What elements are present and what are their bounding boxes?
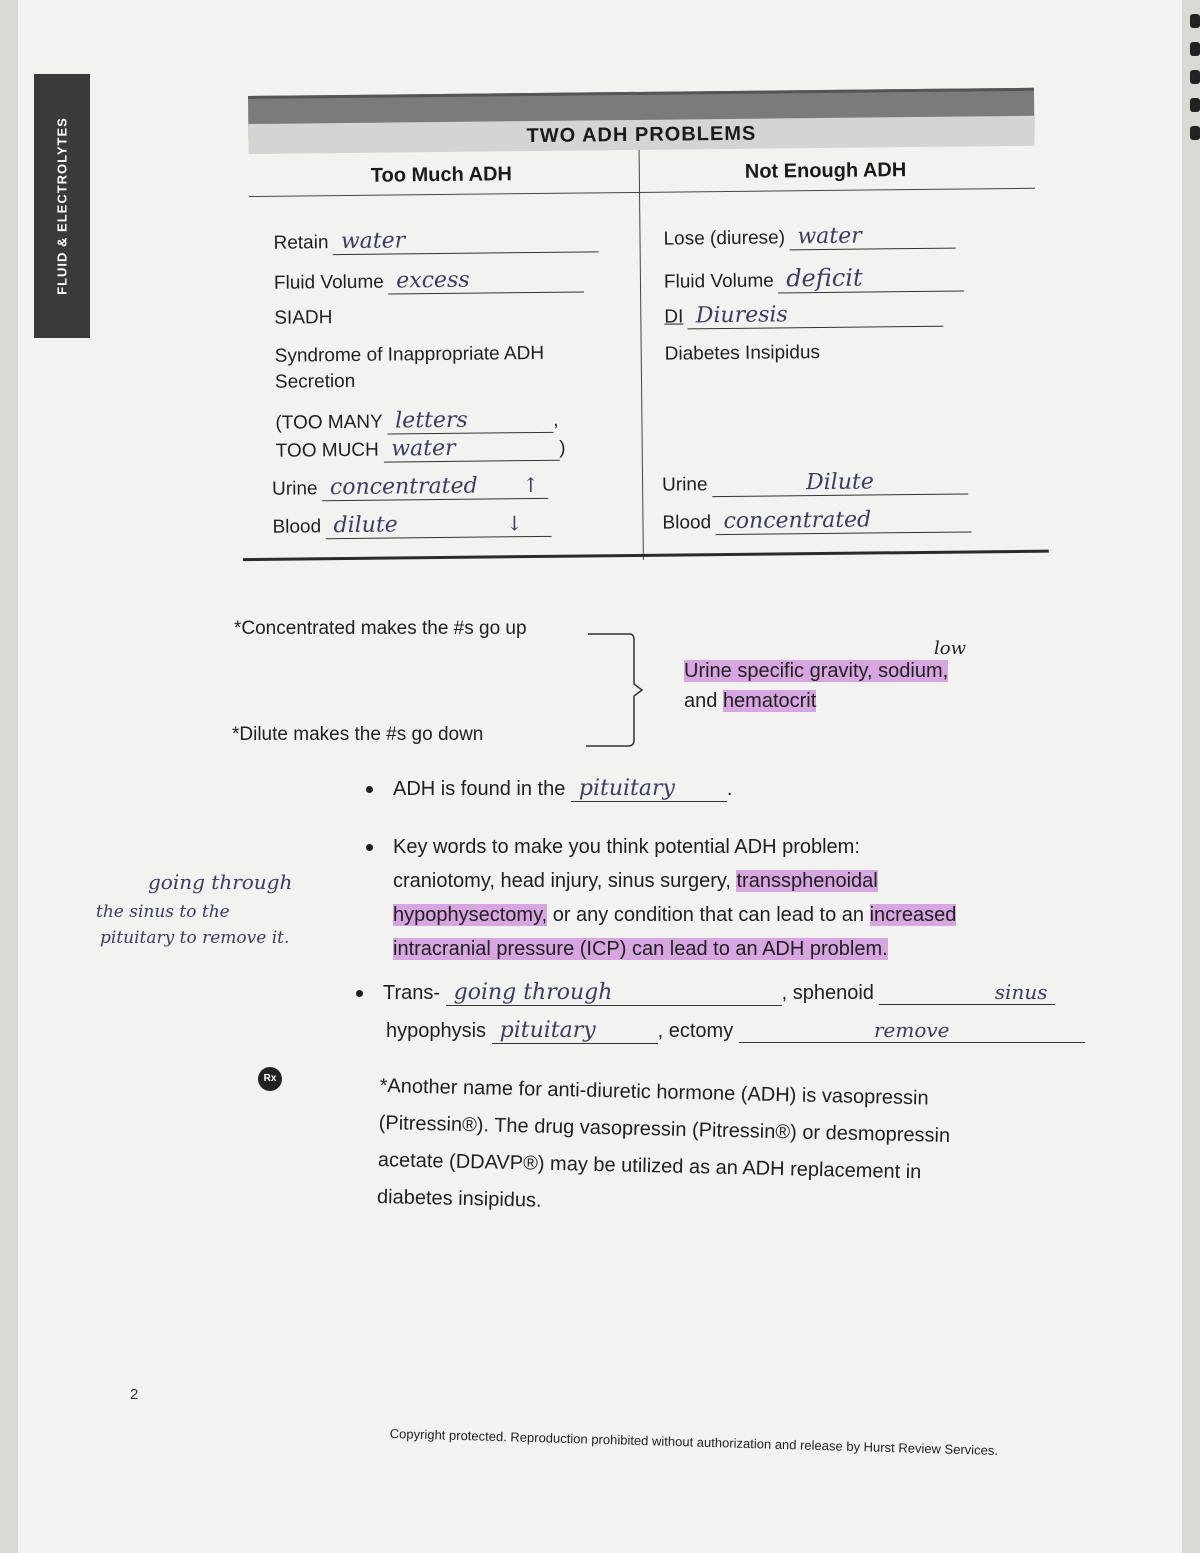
close-paren: ) (559, 437, 566, 459)
too-many-value: letters (387, 407, 553, 435)
page-number: 2 (130, 1386, 139, 1403)
too-many-row (275, 407, 558, 436)
key-words-line2: craniotomy, head injury, sinus surgery, (393, 870, 737, 892)
down-arrow: ↓ (505, 511, 523, 536)
icp-highlight: intracranial pressure (ICP) can lead to an ADH problem. (393, 938, 888, 960)
hypophysectomy-highlight: hypophysectomy, (393, 904, 548, 926)
and-text: and (684, 690, 723, 712)
too-many-label: (TOO MANY (275, 411, 383, 434)
binder-holes (1186, 0, 1200, 160)
too-much-row (276, 435, 566, 464)
hematocrit-highlight: hematocrit (722, 690, 817, 712)
adh-location-value: pituitary (571, 776, 727, 802)
comma: , (553, 409, 559, 431)
left-blood-value: dilute (325, 511, 551, 539)
hypophysis-row (386, 1018, 1085, 1044)
bullet-etymology (356, 980, 1055, 1006)
ectomy-label: , ectomy (657, 1020, 734, 1042)
lose-row (663, 223, 955, 252)
retain-row (273, 226, 599, 255)
right-urine-value: Dilute (712, 468, 968, 497)
table-title: TWO ADH PROBLEMS (248, 116, 1034, 154)
urine-sg-line1 (684, 660, 948, 683)
left-urine-row (272, 473, 539, 502)
right-blood-label: Blood (662, 512, 712, 534)
margin-note-line3: pituitary to remove it. (100, 928, 290, 948)
di-label: DI (664, 306, 684, 328)
bullet-dot (356, 990, 363, 997)
hypophysis-value: pituitary (492, 1018, 658, 1044)
trans-value: going through (446, 980, 782, 1006)
right-fluid-volume-label: Fluid Volume (663, 270, 774, 293)
adh-problems-table (248, 88, 1039, 566)
diabetes-insipidus-label: Diabetes Insipidus (664, 342, 821, 365)
bullet-key-words (366, 830, 956, 966)
left-blood-label: Blood (272, 516, 322, 538)
trans-label: Trans- (383, 982, 441, 1004)
ectomy-value: remove (739, 1018, 1085, 1043)
section-tab (34, 74, 90, 338)
margin-note-line1: going through (148, 870, 293, 894)
fluid-volume-value: excess (388, 266, 584, 294)
right-blood-row (662, 506, 971, 535)
column-divider (639, 150, 644, 560)
margin-note-line2: the sinus to the (96, 902, 230, 922)
retain-label: Retain (273, 232, 329, 254)
sphenoid-label: , sphenoid (781, 982, 874, 1004)
copyright-notice: Copyright protected. Reproduction prohibited without authorization and release by Hurst Review Services. (389, 1426, 999, 1458)
col-heading-too-much: Too Much ADH (370, 163, 513, 187)
key-words-line3: or any condition that can lead to an (547, 904, 870, 926)
bullet-dot (366, 844, 373, 851)
retain-value: water (333, 226, 599, 255)
right-fluid-volume-row (664, 263, 965, 295)
rx-line1: *Another name for anti-diuretic hormone (ADH) is vasopressin (379, 1074, 929, 1110)
di-value: Diuresis (688, 301, 944, 330)
key-words-line1: Key words to make you think potential ADH problem: (393, 836, 860, 858)
dilute-note: *Dilute makes the #s go down (232, 724, 484, 745)
hypophysis-label: hypophysis (386, 1020, 487, 1042)
urine-sg-line2 (684, 690, 816, 713)
rx-line2: (Pitressin®). The drug vasopressin (Pitressin®) or desmopressin (378, 1111, 951, 1147)
di-row (664, 301, 944, 330)
heading-rule (249, 188, 1035, 197)
section-tab-label: FLUID & ELECTROLYTES (54, 117, 70, 295)
transsphenoidal-highlight: transsphenoidal (736, 870, 878, 892)
bullet-dot (366, 786, 373, 793)
rx-line3: acetate (DDAVP®) may be utilized as an ADH replacement in (377, 1148, 922, 1184)
rx-paragraph (377, 1068, 952, 1229)
too-much-label: TOO MUCH (275, 439, 379, 462)
lose-value: water (789, 223, 955, 251)
right-urine-row (662, 468, 968, 497)
siadh-label: SIADH (274, 307, 333, 329)
fluid-volume-row (274, 266, 585, 295)
fluid-volume-label: Fluid Volume (273, 271, 384, 294)
siadh-full-name-2: Secretion (274, 370, 356, 393)
up-arrow: ↑ (522, 472, 540, 498)
right-fluid-volume-value: deficit (778, 263, 964, 294)
increased-highlight: increased (869, 904, 957, 926)
period: . (726, 778, 733, 800)
rx-icon: Rx (258, 1067, 282, 1091)
too-much-value: water (383, 435, 559, 463)
adh-location-text: ADH is found in the (393, 778, 566, 800)
sphenoid-value: sinus (879, 980, 1055, 1005)
left-urine-label: Urine (272, 478, 318, 500)
left-blood-row (272, 511, 523, 540)
siadh-full-name-1: Syndrome of Inappropriate ADH (274, 342, 545, 367)
left-urine-value: concentrated (322, 473, 548, 501)
low-annotation: low (934, 638, 967, 659)
rx-line4: diabetes insipidus. (376, 1185, 542, 1212)
right-urine-label: Urine (661, 474, 708, 496)
bullet-adh-location (366, 776, 732, 802)
lose-label: Lose (diurese) (663, 227, 786, 250)
right-blood-value: concentrated (715, 506, 971, 535)
col-heading-not-enough: Not Enough ADH (744, 159, 907, 183)
urine-sg-highlight: Urine specific gravity, sodium, (684, 660, 949, 682)
concentrated-note: *Concentrated makes the #s go up (234, 618, 527, 639)
bracket-icon (580, 628, 650, 753)
